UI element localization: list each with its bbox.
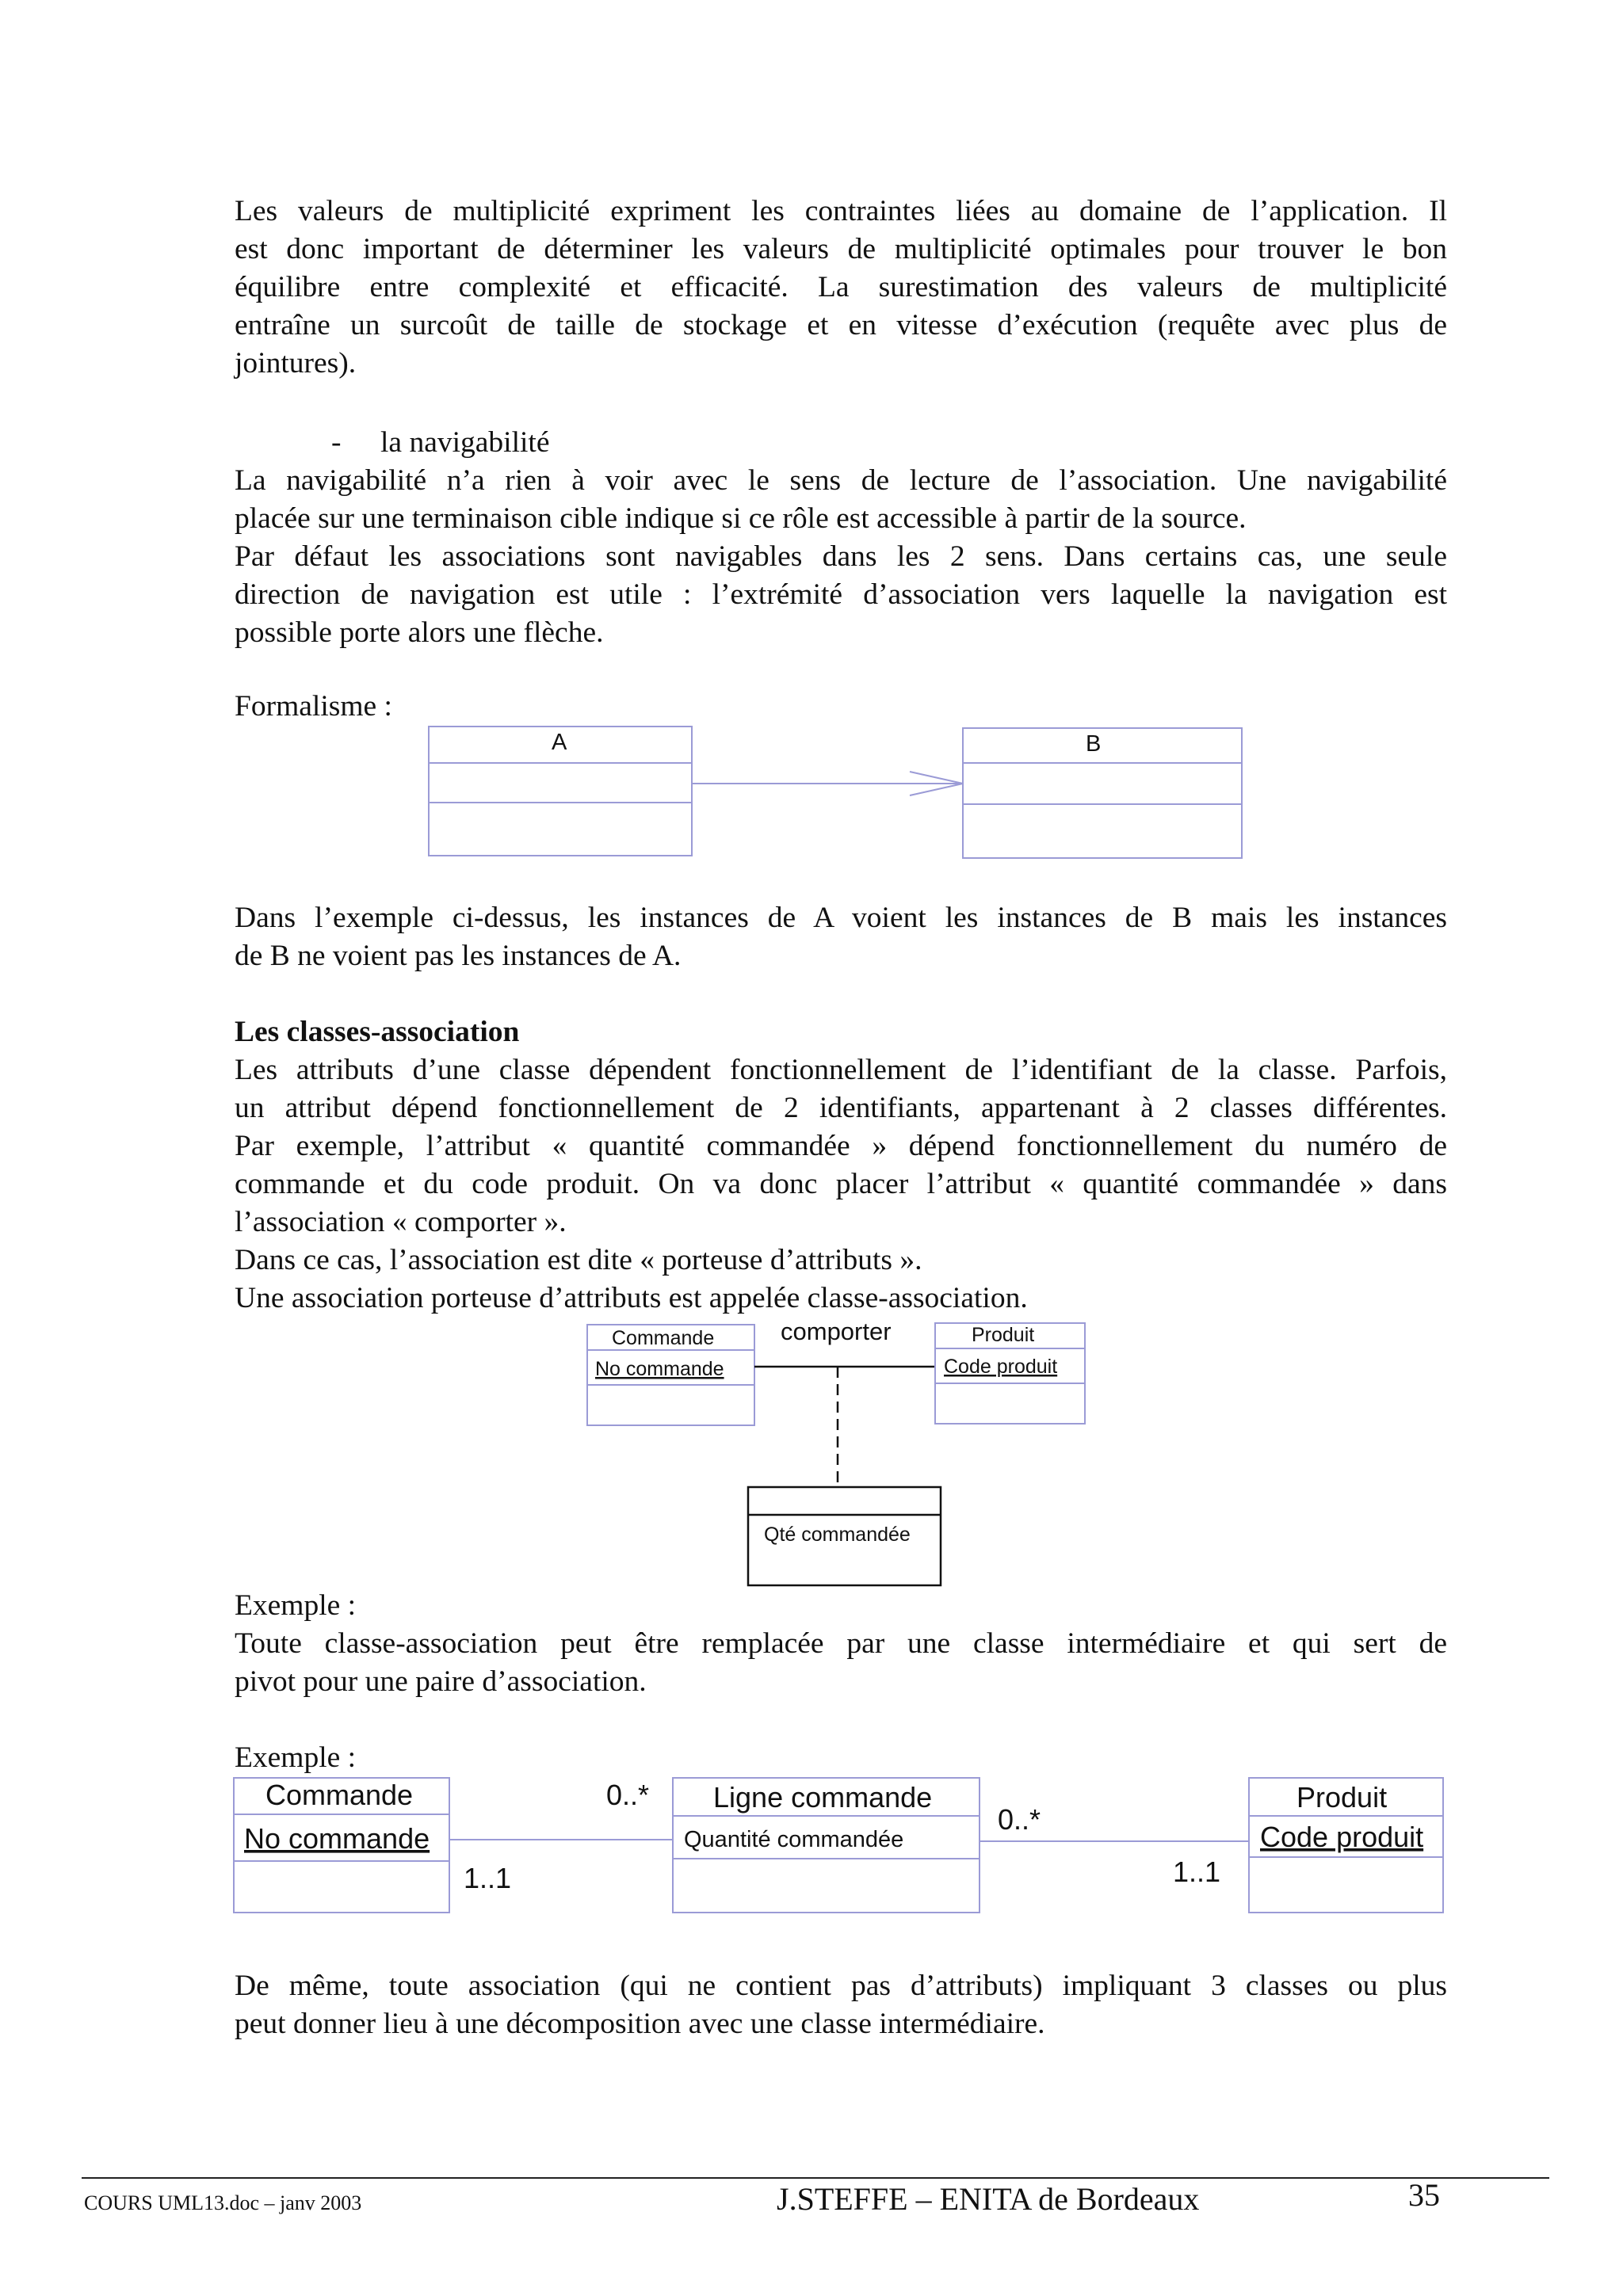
class-box-commande (587, 1325, 754, 1425)
text-line: Dans ce cas, l’association est dite « porteuse d’attributs ». (235, 1244, 922, 1276)
commande-name: Commande (612, 1327, 715, 1349)
text-line: placée sur une terminaison cible indique si ce rôle est accessible à partir de la source. (235, 502, 1247, 535)
produit-name-2: Produit (1296, 1781, 1388, 1814)
no-commande-attr-2: No commande (244, 1822, 430, 1855)
text-line: De même, toute association (qui ne contient pas d’attributs) impliquant 3 classes ou plus (235, 1970, 1447, 2002)
text-line: de B ne voient pas les instances de A. (235, 940, 682, 972)
text-line: Les valeurs de multiplicité expriment les contraintes liées au domaine de l’application. Il (235, 195, 1447, 227)
code-produit-attr: Code produit (944, 1356, 1058, 1378)
formalisme-text: Formalisme : (235, 690, 392, 723)
ligne-commande-name: Ligne commande (713, 1781, 933, 1814)
text-line: Par exemple, l’attribut « quantité commandée » dépend fonctionnellement du numéro de (235, 1130, 1447, 1162)
no-commande-attr: No commande (595, 1358, 724, 1380)
paragraph-multiplicity (235, 193, 1447, 383)
qte-commandee-attr: Qté commandée (764, 1524, 911, 1546)
association-name-comporter: comporter (781, 1318, 892, 1345)
paragraph-navigabilite (235, 462, 1447, 652)
class-box-qte-commandee (748, 1487, 941, 1585)
footer-rule (82, 2177, 1549, 2179)
bullet-text: la navigabilité (380, 426, 550, 459)
footer-filename: COURS UML13.doc – janv 2003 (84, 2191, 362, 2214)
exemple-label-2 (235, 1739, 1447, 1777)
class-a-name: A (552, 730, 567, 755)
text-line: direction de navigation est utile : l’extrémité d’association vers laquelle la navigation est (235, 578, 1447, 611)
text-line: Les attributs d’une classe dépendent fonctionnellement de l’identifiant de la classe. Parfois, (235, 1054, 1447, 1086)
text-line: Par défaut les associations sont navigables dans les 2 sens. Dans certains cas, une seule (235, 540, 1447, 573)
paragraph-example-navigability (235, 899, 1447, 975)
paragraph-decomposition (235, 1967, 1447, 2043)
code-produit-attr-2: Code produit (1260, 1821, 1424, 1853)
text-line: équilibre entre complexité et efficacité. La surestimation des valeurs de multiplicité (235, 271, 1447, 303)
exemple-label-1 (235, 1587, 1447, 1625)
text-line: possible porte alors une flèche. (235, 616, 604, 649)
class-box-produit-2 (1249, 1778, 1443, 1913)
text-line: entraîne un surcoût de taille de stockage et en vitesse d’exécution (requête avec plus de (235, 309, 1447, 341)
page-number: 35 (1408, 2177, 1440, 2213)
quantite-commandee-attr: Quantité commandée (684, 1827, 904, 1852)
navigable-association-arrow (692, 772, 963, 795)
text-line: l’association « comporter ». (235, 1206, 567, 1238)
class-box-a (429, 727, 692, 856)
text-line: La navigabilité n’a rien à voir avec le sens de lecture de l’association. Une navigabilité (235, 464, 1447, 497)
produit-name: Produit (972, 1324, 1035, 1346)
text-line: peut donner lieu à une décomposition avec une classe intermédiaire. (235, 2008, 1045, 2040)
text-line: pivot pour une paire d’association. (235, 1665, 647, 1698)
text-line: jointures). (235, 347, 357, 379)
text-line: est donc important de déterminer les valeurs de multiplicité optimales pour trouver le bon (235, 233, 1447, 265)
class-box-ligne-commande (673, 1778, 980, 1913)
text-line: Une association porteuse d’attributs est appelée classe-association. (235, 1282, 1028, 1314)
multiplicity-left-ligne: 0..* (606, 1779, 650, 1811)
text-line: un attribut dépend fonctionnellement de 2 identifiants, appartenant à 2 classes différentes. (235, 1092, 1447, 1124)
text-line: commande et du code produit. On va donc placer l’attribut « quantité commandée » dans (235, 1168, 1447, 1200)
footer-author: J.STEFFE – ENITA de Bordeaux (777, 2181, 1200, 2217)
bullet-dash: - (331, 426, 342, 459)
multiplicity-left-commande: 1..1 (464, 1862, 512, 1894)
multiplicity-right-produit: 1..1 (1173, 1855, 1221, 1888)
exemple-text: Exemple : (235, 1741, 357, 1774)
class-b-name: B (1086, 731, 1102, 757)
multiplicity-right-ligne: 0..* (998, 1803, 1041, 1836)
formalisme-label (235, 688, 392, 726)
class-box-produit (935, 1323, 1085, 1424)
text-line: Toute classe-association peut être remplacée par une classe intermédiaire et qui sert de (235, 1627, 1447, 1660)
class-box-commande-2 (234, 1778, 449, 1913)
class-box-b (963, 728, 1242, 858)
text-line: Dans l’exemple ci-dessus, les instances de A voient les instances de B mais les instances (235, 902, 1447, 934)
heading-text: Les classes-association (235, 1016, 520, 1048)
paragraph-pivot (235, 1625, 1447, 1701)
commande-name-2: Commande (265, 1779, 414, 1811)
paragraph-classes-association (235, 1051, 1447, 1318)
exemple-text: Exemple : (235, 1589, 357, 1622)
section-heading (235, 1013, 1447, 1051)
